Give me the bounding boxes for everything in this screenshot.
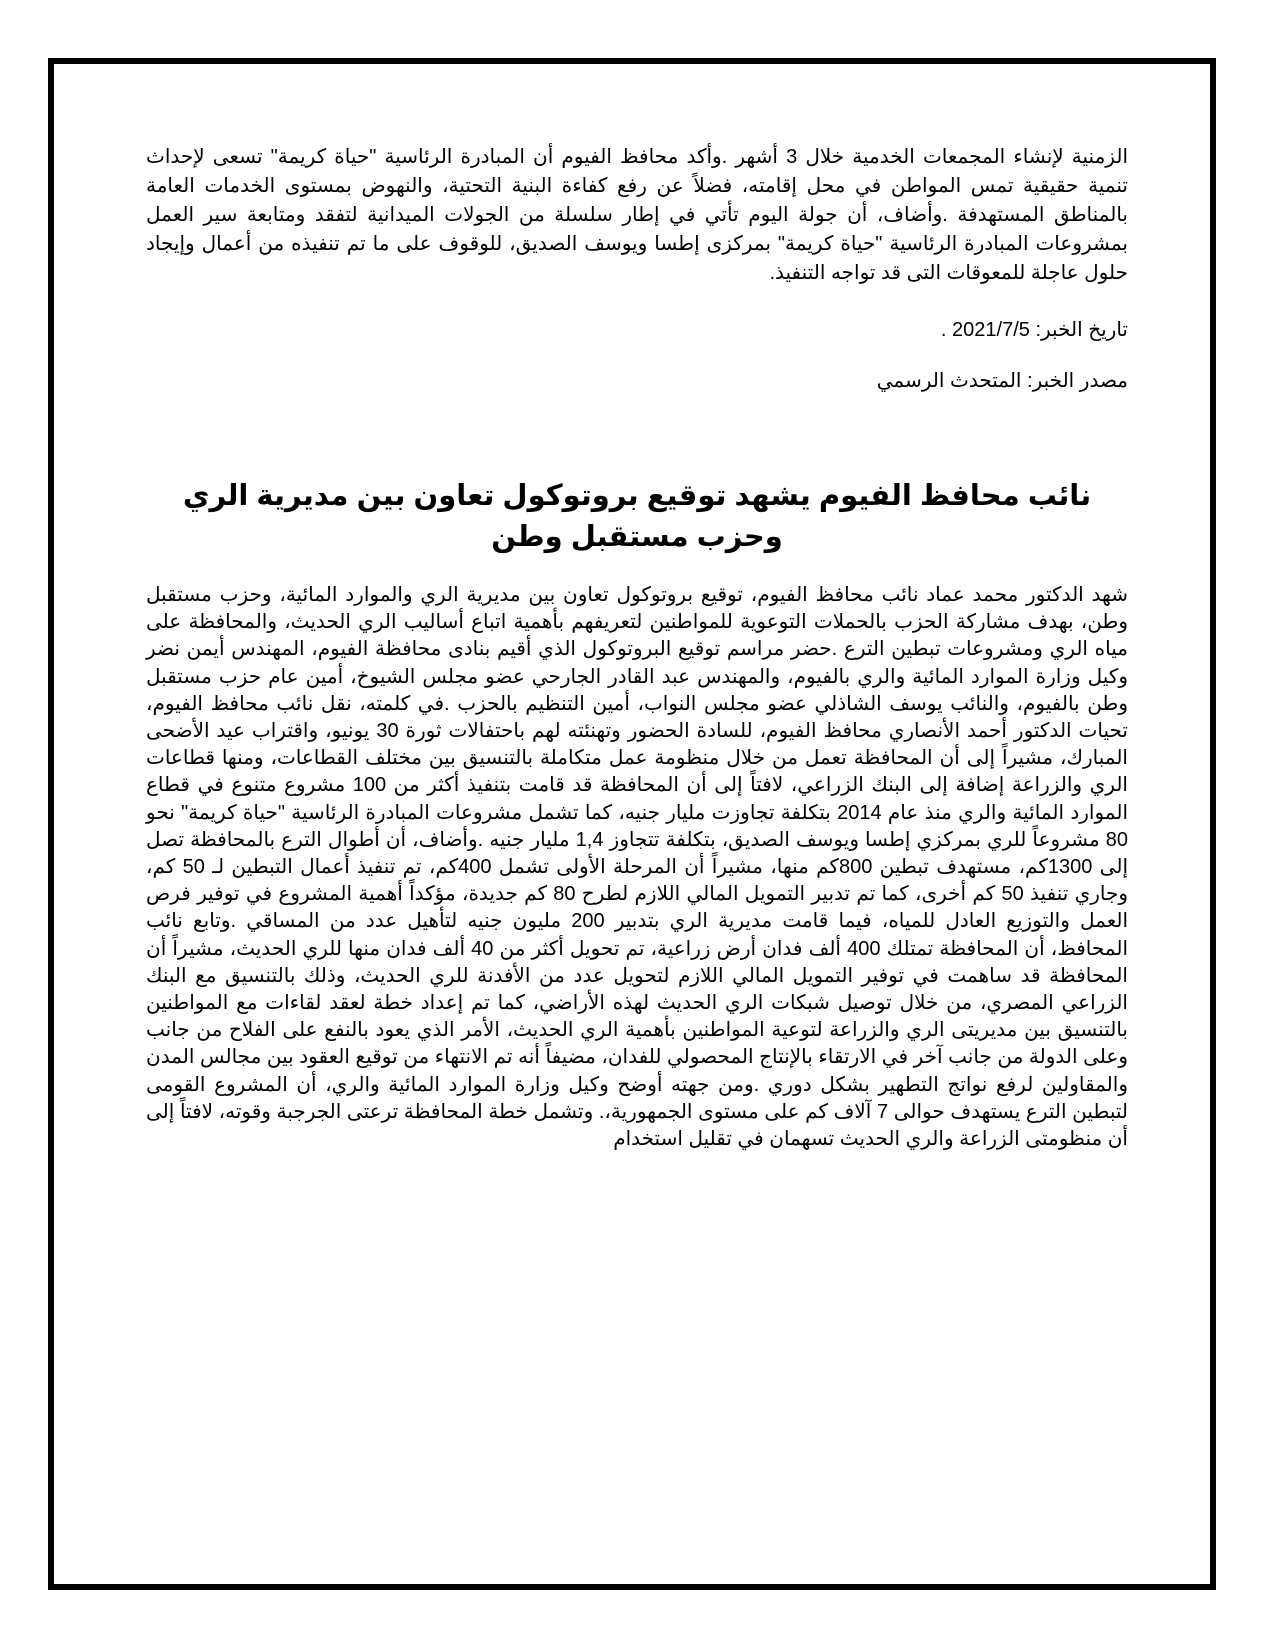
document-content — [146, 143, 1128, 1153]
news-date: تاريخ الخبر: 2021/7/5 . — [940, 319, 1128, 341]
news-source: مصدر الخبر: المتحدث الرسمي — [876, 370, 1128, 392]
article-title: نائب محافظ الفيوم يشهد توقيع بروتوكول تعاون بين مديرية الري وحزب مستقبل وطن — [182, 480, 1092, 553]
intro-paragraph: الزمنية لإنشاء المجمعات الخدمية خلال 3 أشهر .وأكد محافظ الفيوم أن المبادرة الرئاسية "حياة كريمة" تسعى لإحداث تنمية حقيقية تمس المواطن في محل إقامته، فضلاً عن رفع كفاءة البنية التحتية، والنهوض بمستوى الخدمات العامة بالمناطق المستهدفة .وأضاف، أن جولة اليوم تأتي في إطار سلسلة من الجولات الميدانية لتفقد ومتابعة سير العمل بمشروعات المبادرة الرئاسية "حياة كريمة" بمركزى إطسا ويوسف الصديق، للوقوف على ما تم تنفيذه من أعمال وإيجاد حلول عاجلة للمعوقات التى قد تواجه التنفيذ. — [146, 146, 1128, 284]
article-body: شهد الدكتور محمد عماد نائب محافظ الفيوم، توقيع بروتوكول تعاون بين مديرية الري والموارد المائية، وحزب مستقبل وطن، بهدف مشاركة الحزب بالحملات التوعوية للمواطنين لتعريفهم بأهمية اتباع أساليب الري الحديث، والمحافظة على مياه الري ومشروعات تبطين الترع .حضر مراسم توقيع البروتوكول الذي أقيم بنادى محافظة الفيوم، المهندس أيمن نضر وكيل وزارة الموارد المائية والري بالفيوم، والمهندس عبد القادر الجارحي عضو مجلس الشيوخ، أمين عام حزب مستقبل وطن بالفيوم، والنائب يوسف الشاذلي عضو مجلس النواب، أمين التنظيم بالحزب .في كلمته، نقل نائب محافظ الفيوم، تحيات الدكتور أحمد الأنصاري محافظ الفيوم، للسادة الحضور وتهنئته لهم باحتفالات ثورة 30 يونيو، واقتراب عيد الأضحى المبارك، مشيراً إلى أن المحافظة تعمل من خلال منظومة عمل متكاملة بالتنسيق بين مختلف القطاعات، ومنها قطاعات الري والزراعة إضافة إلى البنك الزراعي، لافتاً إلى أن المحافظة قد قامت بتنفيذ أكثر من 100 مشروع متنوع في قطاع الموارد المائية والري منذ عام 2014 بتكلفة تجاوزت مليار جنيه، كما تشمل مشروعات المبادرة الرئاسية "حياة كريمة" نحو 80 مشروعاً للري بمركزي إطسا ويوسف الصديق، بتكلفة تتجاوز 1,4 مليار جنيه .وأضاف، أن أطوال الترع بالمحافظة تصل إلى 1300كم، مستهدف تبطين 800كم منها، مشيراً أن المرحلة الأولى تشمل 400كم، تم تنفيذ أعمال التبطين لـ 50 كم، وجاري تنفيذ 50 كم أخرى، كما تم تدبير التمويل المالي اللازم لطرح 80 كم جديدة، مؤكداً أهمية المشروع في توفير فرص العمل والتوزيع العادل للمياه، فيما قامت مديرية الري بتدبير 200 مليون جنيه لتأهيل عدد من المساقي .وتابع نائب المحافظ، أن المحافظة تمتلك 400 ألف فدان أرض زراعية، تم تحويل أكثر من 40 ألف فدان منها للري الحديث، مشيراً أن المحافظة قد ساهمت في توفير التمويل المالي اللازم لتحويل عدد من الأفدنة للري الحديث، وذلك بالتنسيق مع البنك الزراعي المصري، من خلال توصيل شبكات الري الحديث لهذه الأراضي، كما تم إعداد خطة لعقد لقاءات مع المواطنين بالتنسيق بين مديريتى الري والزراعة لتوعية المواطنين بأهمية الري الحديث، الأمر الذي يعود بالنفع على الفلاح من جانب وعلى الدولة من جانب آخر في الارتقاء بالإنتاج المحصولي للفدان، مضيفاً أنه تم الانتهاء من توقيع العقود بين مجالس المدن والمقاولين لرفع نواتج التطهير بشكل دوري .ومن جهته أوضح وكيل وزارة الموارد المائية والري، أن المشروع القومى لتبطين الترع يستهدف حوالى 7 آلاف كم على مستوى الجمهورية،. وتشمل خطة المحافظة ترعتى الجرجبة وقوته، لافتاً إلى أن منظومتى الزراعة والري الحديث تسهمان في تقليل استخدام — [146, 584, 1129, 1151]
